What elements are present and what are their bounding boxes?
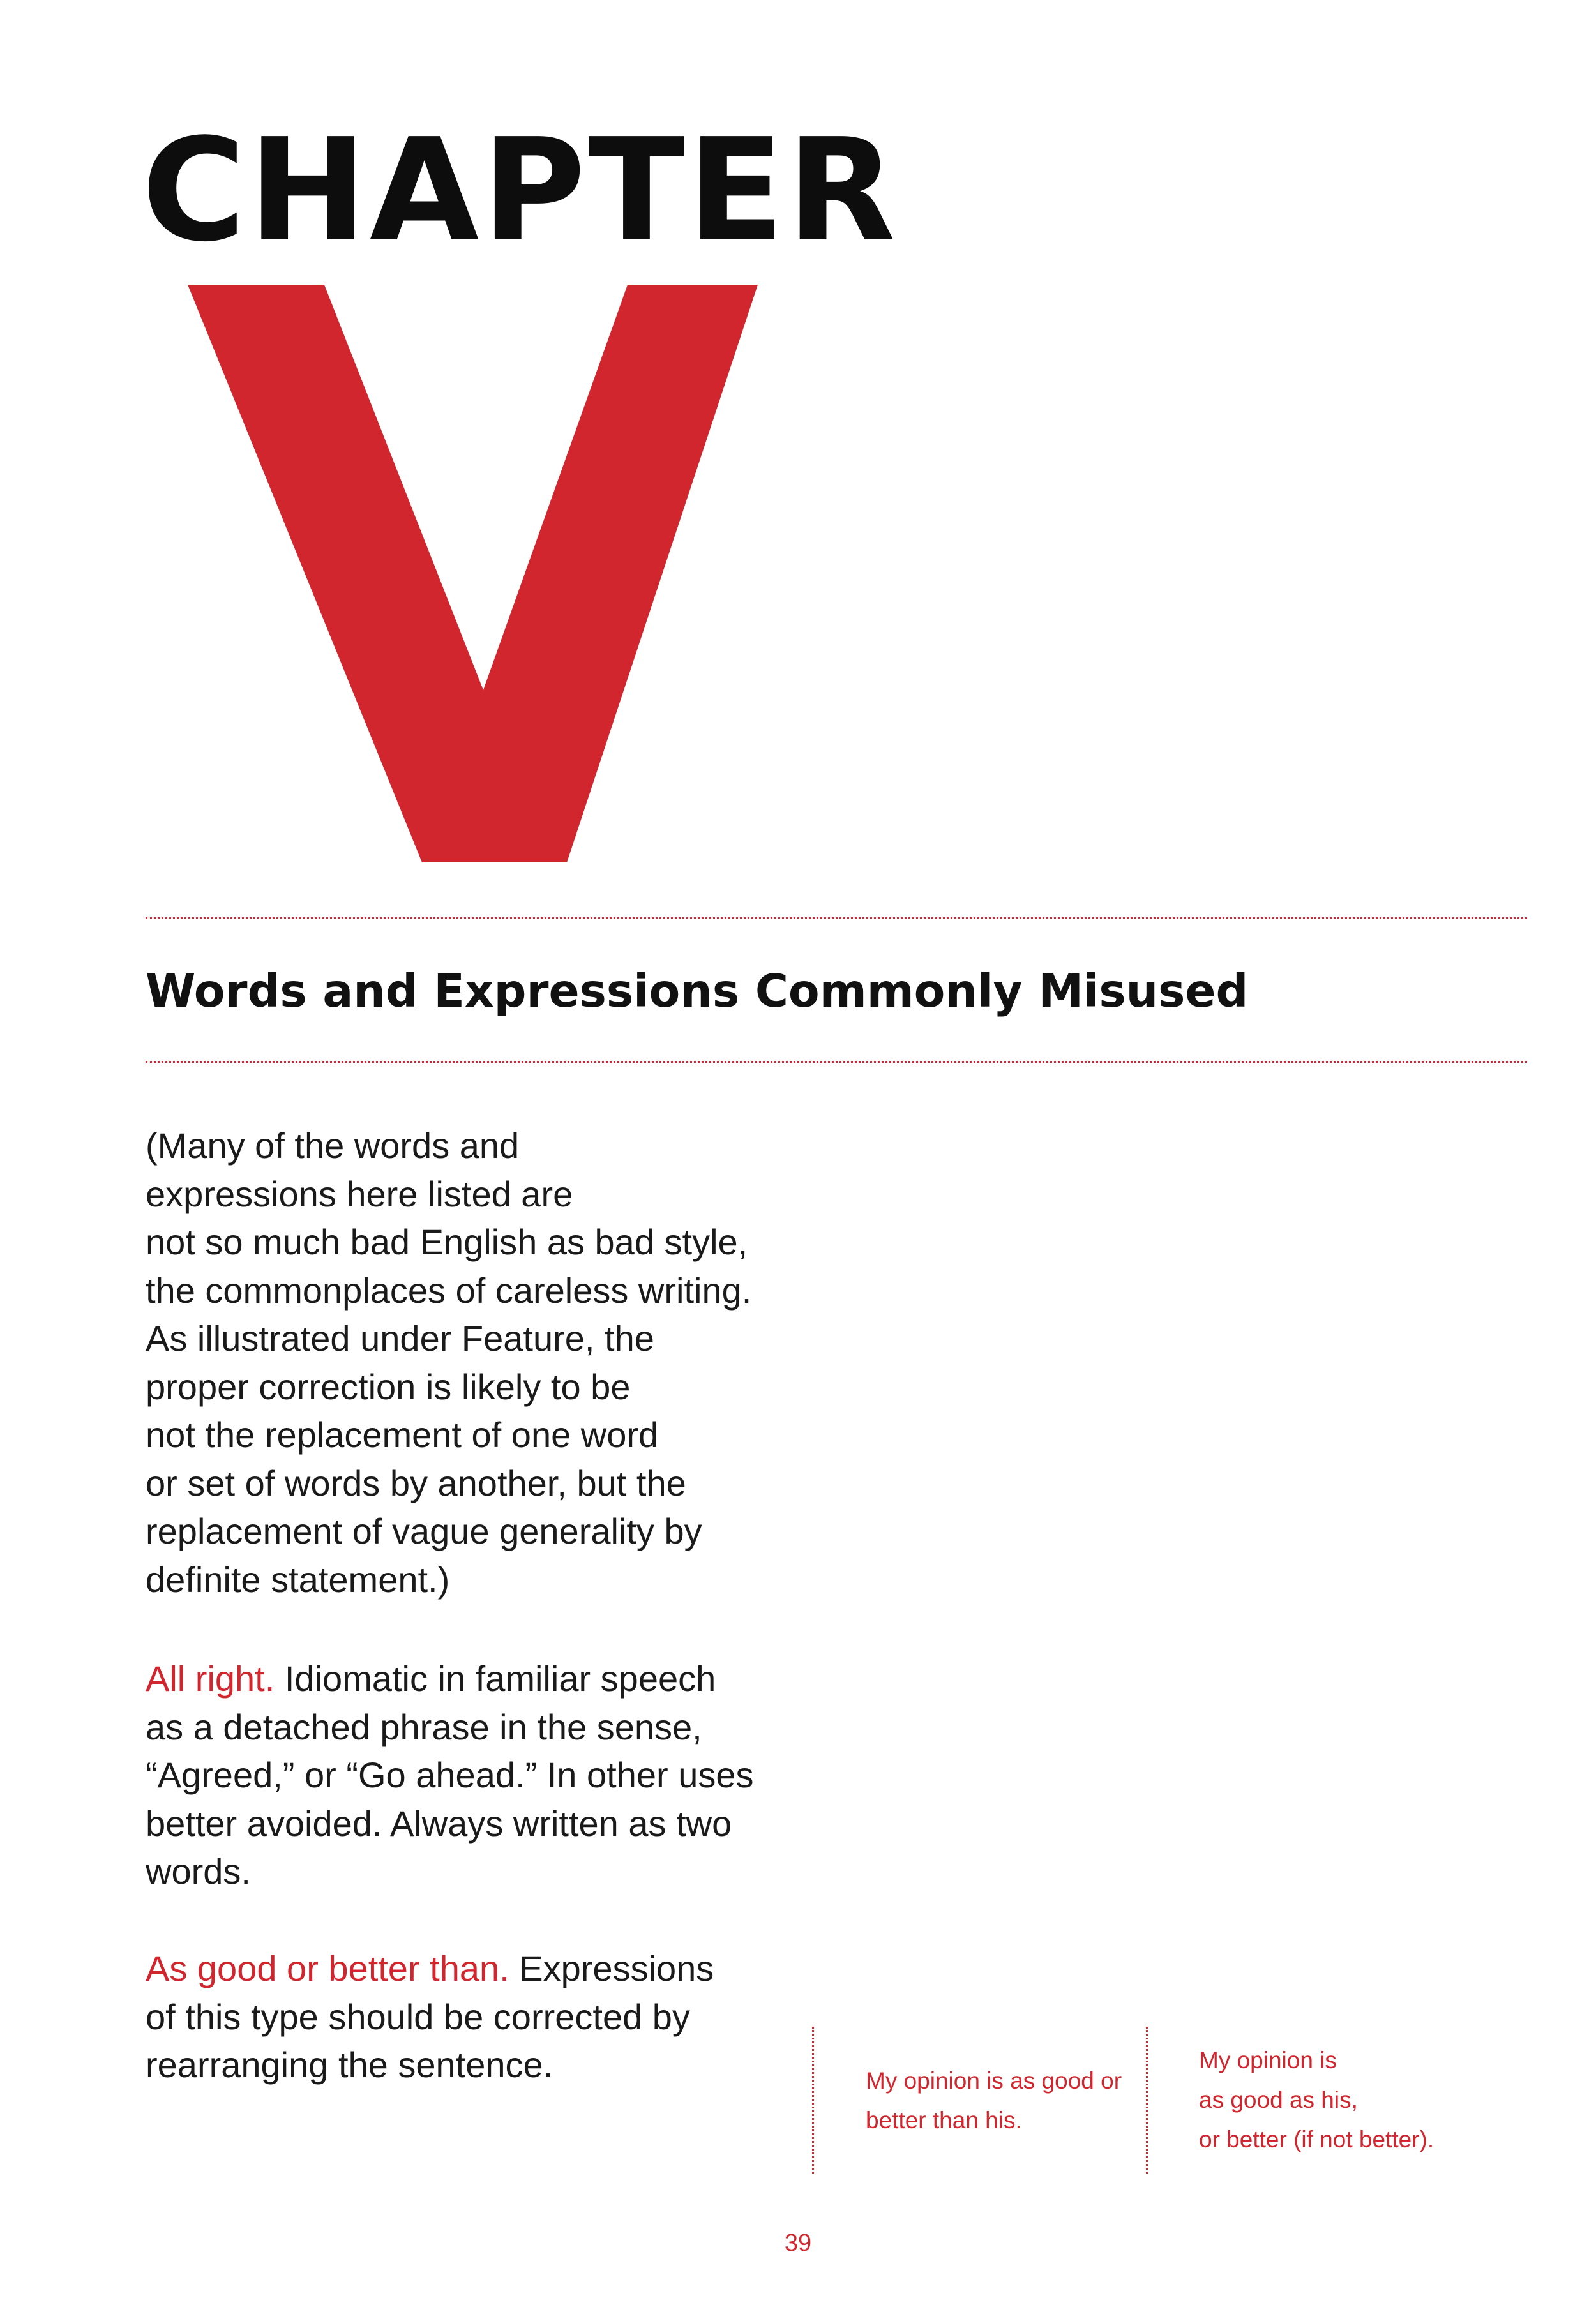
intro-line: the commonplaces of careless writing. <box>146 1270 752 1311</box>
intro-line: (Many of the words and <box>146 1125 520 1166</box>
intro-line: expressions here listed are <box>146 1173 573 1214</box>
entry-line: “Agreed,” or “Go ahead.” In other uses <box>146 1755 754 1795</box>
entry-line: better avoided. Always written as two <box>146 1803 732 1844</box>
intro-line: or set of words by another, but the <box>146 1462 686 1503</box>
example-correct <box>1199 2041 1434 2160</box>
example-line: My opinion is as good or <box>866 2068 1122 2094</box>
entry-text: Idiomatic in familiar speech <box>275 1658 716 1699</box>
entry-all-right <box>146 1655 835 1896</box>
example-line: as good as his, <box>1199 2087 1358 2113</box>
entry-first-line <box>146 1655 835 1703</box>
entry-line: words. <box>146 1851 251 1891</box>
entry-line: of this type should be corrected by <box>146 1996 690 2037</box>
entry-term: As good or better than. <box>146 1948 509 1988</box>
entry-as-good-or-better-than <box>146 1944 835 2089</box>
title-rule-top <box>146 917 1527 919</box>
title-rule-bottom <box>146 1061 1527 1063</box>
example-divider-middle <box>1146 2027 1148 2174</box>
intro-line: not so much bad English as bad style, <box>146 1222 748 1262</box>
example-line: better than his. <box>866 2107 1022 2133</box>
chapter-label: CHAPTER <box>142 109 899 273</box>
intro-line: As illustrated under Feature, the <box>146 1318 654 1358</box>
intro-line: proper correction is likely to be <box>146 1366 631 1407</box>
page-number: 39 <box>784 2230 812 2257</box>
entry-first-line <box>146 1944 835 1993</box>
intro-paragraph <box>146 1122 835 1604</box>
entry-text: Expressions <box>509 1948 714 1988</box>
chapter-numeral-v-glyph <box>188 285 758 862</box>
example-line: or better (if not better). <box>1199 2126 1434 2152</box>
example-divider-left <box>812 2027 814 2174</box>
intro-line: definite statement.) <box>146 1559 450 1600</box>
example-line: My opinion is <box>1199 2047 1337 2073</box>
entry-line: as a detached phrase in the sense, <box>146 1706 702 1747</box>
intro-line: replacement of vague generality by <box>146 1511 702 1551</box>
entry-line: rearranging the sentence. <box>146 2045 553 2085</box>
chapter-numeral <box>188 285 758 862</box>
example-incorrect <box>866 2061 1122 2140</box>
entry-term: All right. <box>146 1658 275 1699</box>
intro-line: not the replacement of one word <box>146 1415 659 1455</box>
chapter-title: Words and Expressions Commonly Misused <box>146 965 1249 1018</box>
